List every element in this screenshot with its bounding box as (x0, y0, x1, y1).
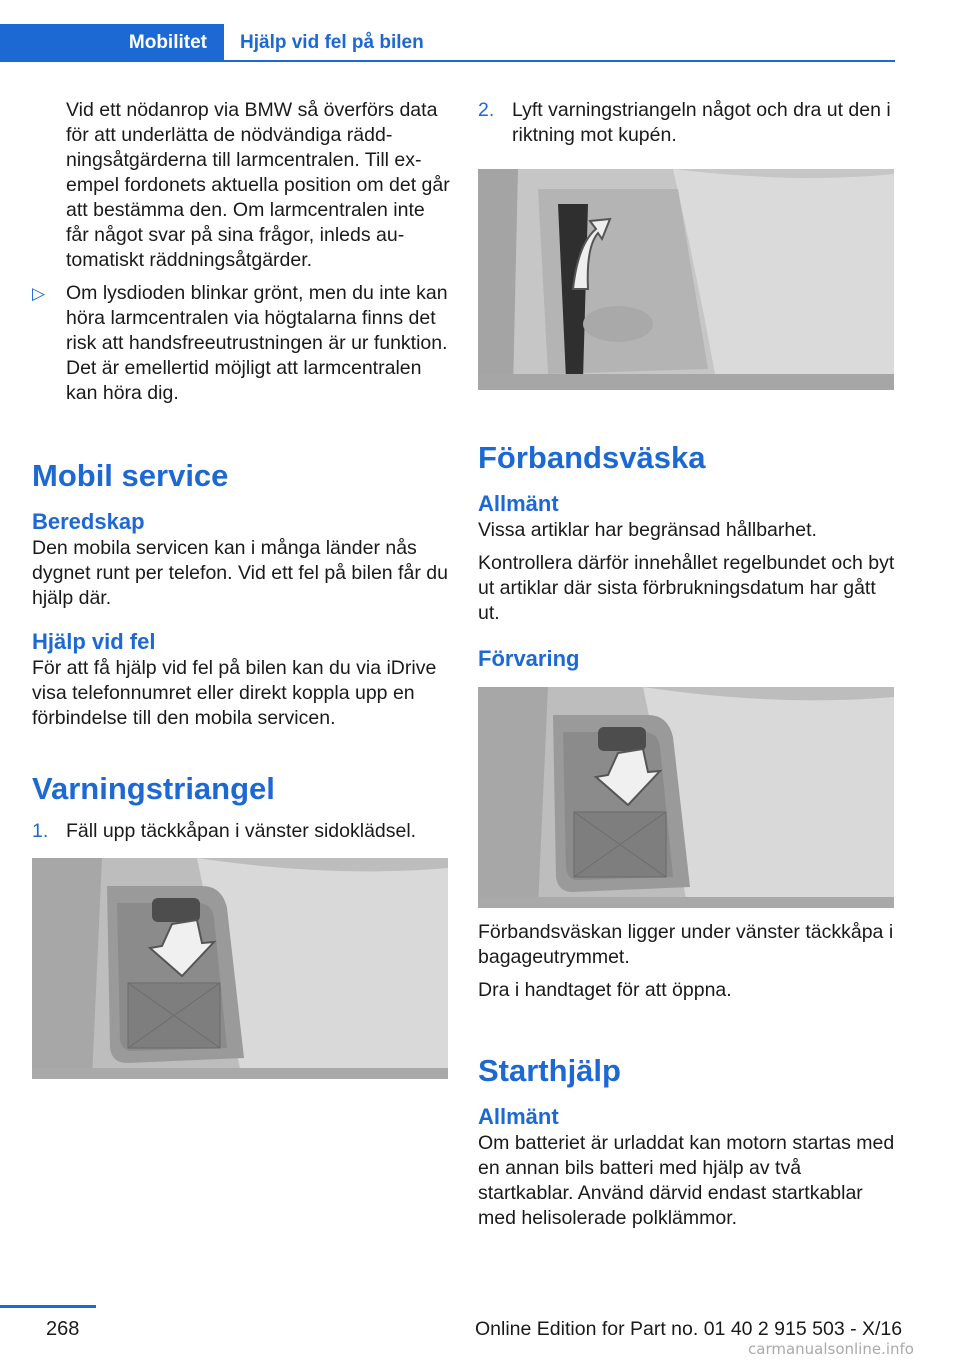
triangle-right-icon: ▷ (32, 284, 46, 303)
watermark: carmanualsonline.info (748, 1340, 914, 1358)
header-divider (224, 60, 895, 62)
step-number: 2. (478, 99, 495, 121)
general-text-2: Kontrollera därför innehållet regelbundet och byt ut artiklar där sista förbrukningsdatum har gått ut. (478, 552, 895, 624)
first-aid-heading: Förbandsväska (478, 440, 706, 475)
jump-start-heading: Starthjälp (478, 1053, 621, 1088)
intro-paragraph: Vid ett nödanrop via BMW så överförs data för att underlätta de nödvändiga räddningsåtgärderna till larmcentralen. Till exempel fordonets aktuella position om det går att bestämma den. Om larmcentralen inte får något svar på sina frågor, inleds automatiskt räddningsåtgärder. (66, 99, 450, 271)
general-text-1: Vissa artiklar har begränsad hållbarhet. (478, 519, 817, 541)
right-column (478, 98, 896, 1231)
storage-heading: Förvaring (478, 646, 580, 671)
trunk-cover-image (32, 858, 448, 1079)
step-number: 1. (32, 820, 49, 842)
help-text: För att få hjälp vid fel på bilen kan du via iDrive visa telefonnumret eller direkt koppla upp en förbindelse till den mobila servicen. (32, 657, 437, 729)
warning-triangle-heading: Varningstriangel (32, 771, 275, 806)
readiness-text: Den mobila servicen kan i många länder nås dygnet runt per telefon. Vid ett fel på bilen får du hjälp där. (32, 537, 448, 609)
storage-text-1: Förbandsväskan ligger under vänster täckkåpa i bagageutrymmet. (478, 921, 894, 968)
section-title-tab[interactable]: Hjälp vid fel på bilen (240, 32, 424, 53)
readiness-heading: Beredskap (32, 509, 145, 534)
left-column (32, 98, 450, 1079)
footer-divider (0, 1305, 96, 1308)
first-aid-storage-image (478, 687, 894, 908)
step-text: Fäll upp täckkåpan i vänster sidoklädsel. (66, 820, 417, 842)
list-item (32, 819, 450, 844)
header-tabs (0, 24, 895, 62)
step-text: Lyft varningstriangeln något och dra ut den i riktning mot kupén. (512, 99, 891, 146)
general-heading: Allmänt (478, 491, 559, 516)
page-number: 268 (46, 1318, 80, 1340)
warning-triangle-image (478, 169, 894, 390)
storage-text-2: Dra i handtaget för att öppna. (478, 979, 732, 1001)
chapter-tab[interactable]: Mobilitet (0, 24, 224, 62)
list-item (478, 98, 896, 148)
list-item (32, 281, 450, 406)
jump-start-general-heading: Allmänt (478, 1104, 559, 1129)
mobile-service-heading: Mobil service (32, 458, 229, 493)
help-heading: Hjälp vid fel (32, 629, 156, 654)
bullet-text: Om lysdioden blinkar grönt, men du inte kan höra larmcentralen via högtalarna finns det risk att handsfreeutrustningen är ur funktion. Det är emellertid möjligt att larmcentralen kan höra dig. (66, 282, 448, 404)
edition-text: Online Edition for Part no. 01 40 2 915 503 - X/16 (475, 1318, 903, 1340)
jump-start-text: Om batteriet är urladdat kan motorn startas med en annan bils batteri med hjälp av två startkablar. Använd därvid endast startkablar med helisolerade polklämmor. (478, 1132, 895, 1229)
